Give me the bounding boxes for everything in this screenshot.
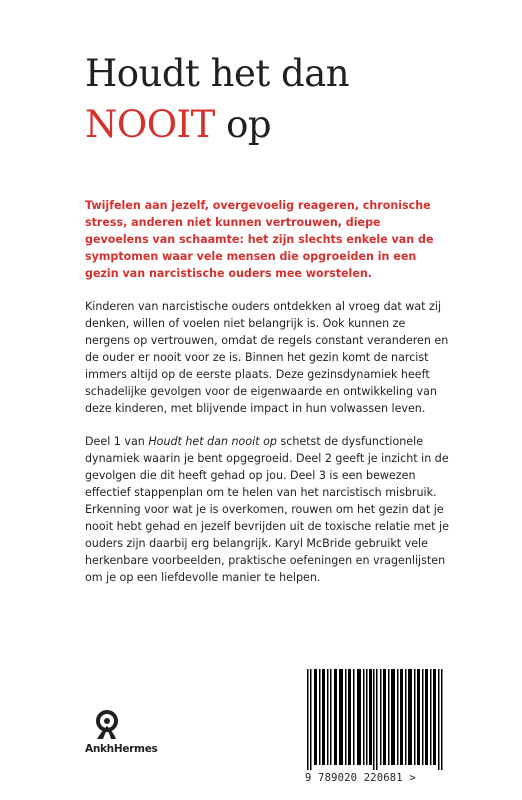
intro-paragraph: Twijfelen aan jezelf, overgevoelig reageren, chronische stress, anderen niet kunnen vertrouwen, diepe gevoelens van schaamte: het zijn slechts enkele van de symptomen waar vele mensen die opgroeiden in een gezin van narcistische ouders mee worstelen. xyxy=(85,199,434,280)
title-rest: op xyxy=(214,103,272,146)
ankh-hermes-logo-icon xyxy=(94,710,120,740)
body-paragraph-1: Kinderen van narcistische ouders ontdekken al vroeg dat wat zij denken, willen of voelen niet belangrijk is. Ook kunnen ze nergens op vertrouwen, omdat de regels constant veranderen en de ouder er nooit voor ze is. Binnen het gezin komt de narcist immers altijd op de eerste plaats. Deze gezinsdynamiek heeft schadelijke gevolgen voor de eigenwaarde en ontwikkeling van deze kinderen, met blijvende impact in hun volwassen leven. xyxy=(85,300,449,415)
title-accent-word: NOOIT xyxy=(85,103,215,146)
publisher-name: AnkhHermes xyxy=(85,743,158,755)
body-paragraph-2 xyxy=(85,433,450,586)
para2-before: Deel 1 van xyxy=(85,435,149,448)
isbn-barcode xyxy=(305,669,445,770)
publisher-logo xyxy=(85,710,158,755)
para2-book-title: Houdt het dan nooit op xyxy=(148,435,277,448)
title-line-2 xyxy=(85,99,349,150)
title-line-1: Houdt het dan xyxy=(85,52,350,95)
isbn-number: 9 789020 220681 > xyxy=(305,772,416,784)
para2-after: schetst de dysfunctionele dynamiek waarin je bent opgegroeid. Deel 2 geeft je inzicht in de gevolgen die dit heeft gehad op jou. Deel 3 is een bewezen effectief stappenplan om te helen van het narcistisch misbruik. Erkenning voor wat je is overkomen, rouwen om het gezin dat je nooit hebt gehad en jezelf bevrijden uit de toxische relatie met je ouders zijn daarbij erg belangrijk. Karyl McBride gebruikt vele herkenbare voorbeelden, praktische oefeningen en vragenlijsten om je op een liefdevolle manier te helpen. xyxy=(85,435,449,584)
book-title xyxy=(85,48,349,150)
